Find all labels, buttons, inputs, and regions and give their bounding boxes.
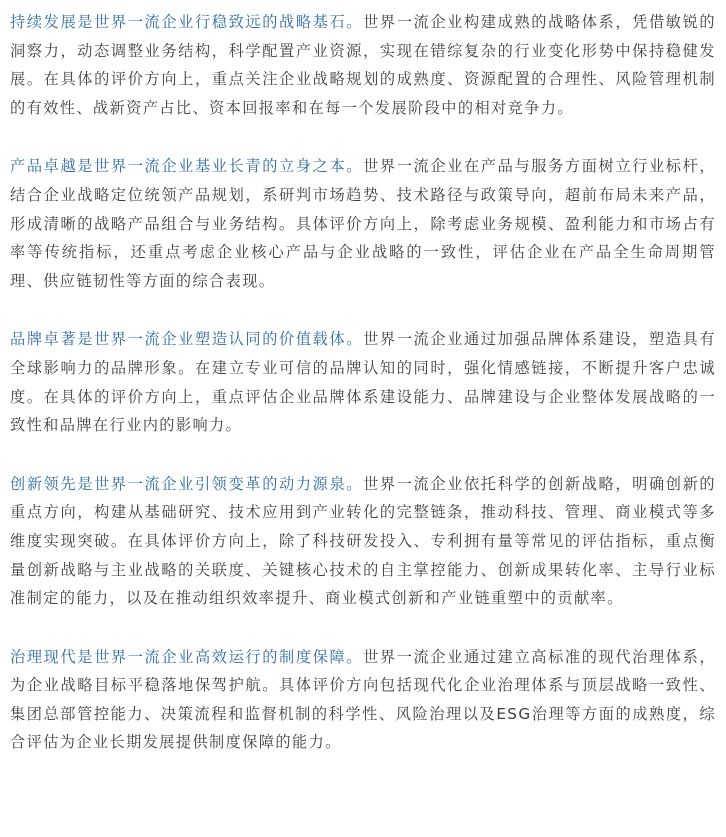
paragraph-brand-prominence xyxy=(10,325,716,439)
paragraph-lead-brand-prominence: 品牌卓著是世界一流企业塑造认同的价值载体。 xyxy=(10,330,364,349)
paragraph-modern-governance xyxy=(10,643,716,757)
article-body xyxy=(10,8,716,787)
paragraph-text-modern-governance: 世界一流企业通过建立高标准的现代治理体系，为企业战略目标平稳落地保驾护航。具体评价方向包括现代化企业治理体系与顶层战略一致性、集团总部管控能力、决策流程和监督机制的科学性、风险治理以及ESG治理等方面的成熟度，综合评估为企业长期发展提供制度保障的能力。 xyxy=(10,647,716,752)
paragraph-innovation-leadership xyxy=(10,470,716,613)
paragraph-lead-modern-governance: 治理现代是世界一流企业高效运行的制度保障。 xyxy=(10,647,364,666)
paragraph-lead-innovation-leadership: 创新领先是世界一流企业引领变革的动力源泉。 xyxy=(10,474,364,493)
paragraph-text-product-excellence: 世界一流企业在产品与服务方面树立行业标杆，结合企业战略定位统领产品规划，系研判市场趋势、技术路径与政策导向，超前布局未来产品，形成清晰的战略产品组合与业务结构。具体评价方向上，除考虑业务规模、盈利能力和市场占有率等传统指标，还重点考虑企业核心产品与企业战略的一致性，评估企业在产品全生命周期管理、供应链韧性等方面的综合表现。 xyxy=(10,157,716,290)
paragraph-lead-sustainable-development: 持续发展是世界一流企业行稳致远的战略基石。 xyxy=(10,13,364,31)
paragraph-text-innovation-leadership: 世界一流企业依托科学的创新战略，明确创新的重点方向，构建从基础研究、技术应用到产业转化的完整链条，推动科技、管理、商业模式等多维度实现突破。在具体评价方向上，除了科技研发投入、专利拥有量等常见的评估指标，重点衡量创新战略与主业战略的关联度、关键核心技术的自主掌控能力、创新成果转化率、主导行业标准制定的能力，以及在推动组织效率提升、商业模式创新和产业链重塑中的贡献率。 xyxy=(10,474,716,608)
paragraph-lead-product-excellence: 产品卓越是世界一流企业基业长青的立身之本。 xyxy=(10,157,364,176)
paragraph-product-excellence xyxy=(10,152,716,295)
paragraph-text-sustainable-development: 世界一流企业构建成熟的战略体系，凭借敏锐的洞察力，动态调整业务结构，科学配置产业资源，实现在错综复杂的行业变化形势中保持稳健发展。在具体的评价方向上，重点关注企业战略规划的成熟度、资源配置的合理性、风险管理机制的有效性、战新资产占比、资本回报率和在每一个发展阶段中的相对竞争力。 xyxy=(10,13,716,117)
paragraph-text-brand-prominence: 世界一流企业通过加强品牌体系建设，塑造具有全球影响力的品牌形象。在建立专业可信的品牌认知的同时，强化情感链接，不断提升客户忠诚度。在具体的评价方向上，重点评估企业品牌体系建设能力、品牌建设与企业整体发展战略的一致性和品牌在行业内的影响力。 xyxy=(10,330,716,435)
paragraph-sustainable-development xyxy=(10,8,716,122)
